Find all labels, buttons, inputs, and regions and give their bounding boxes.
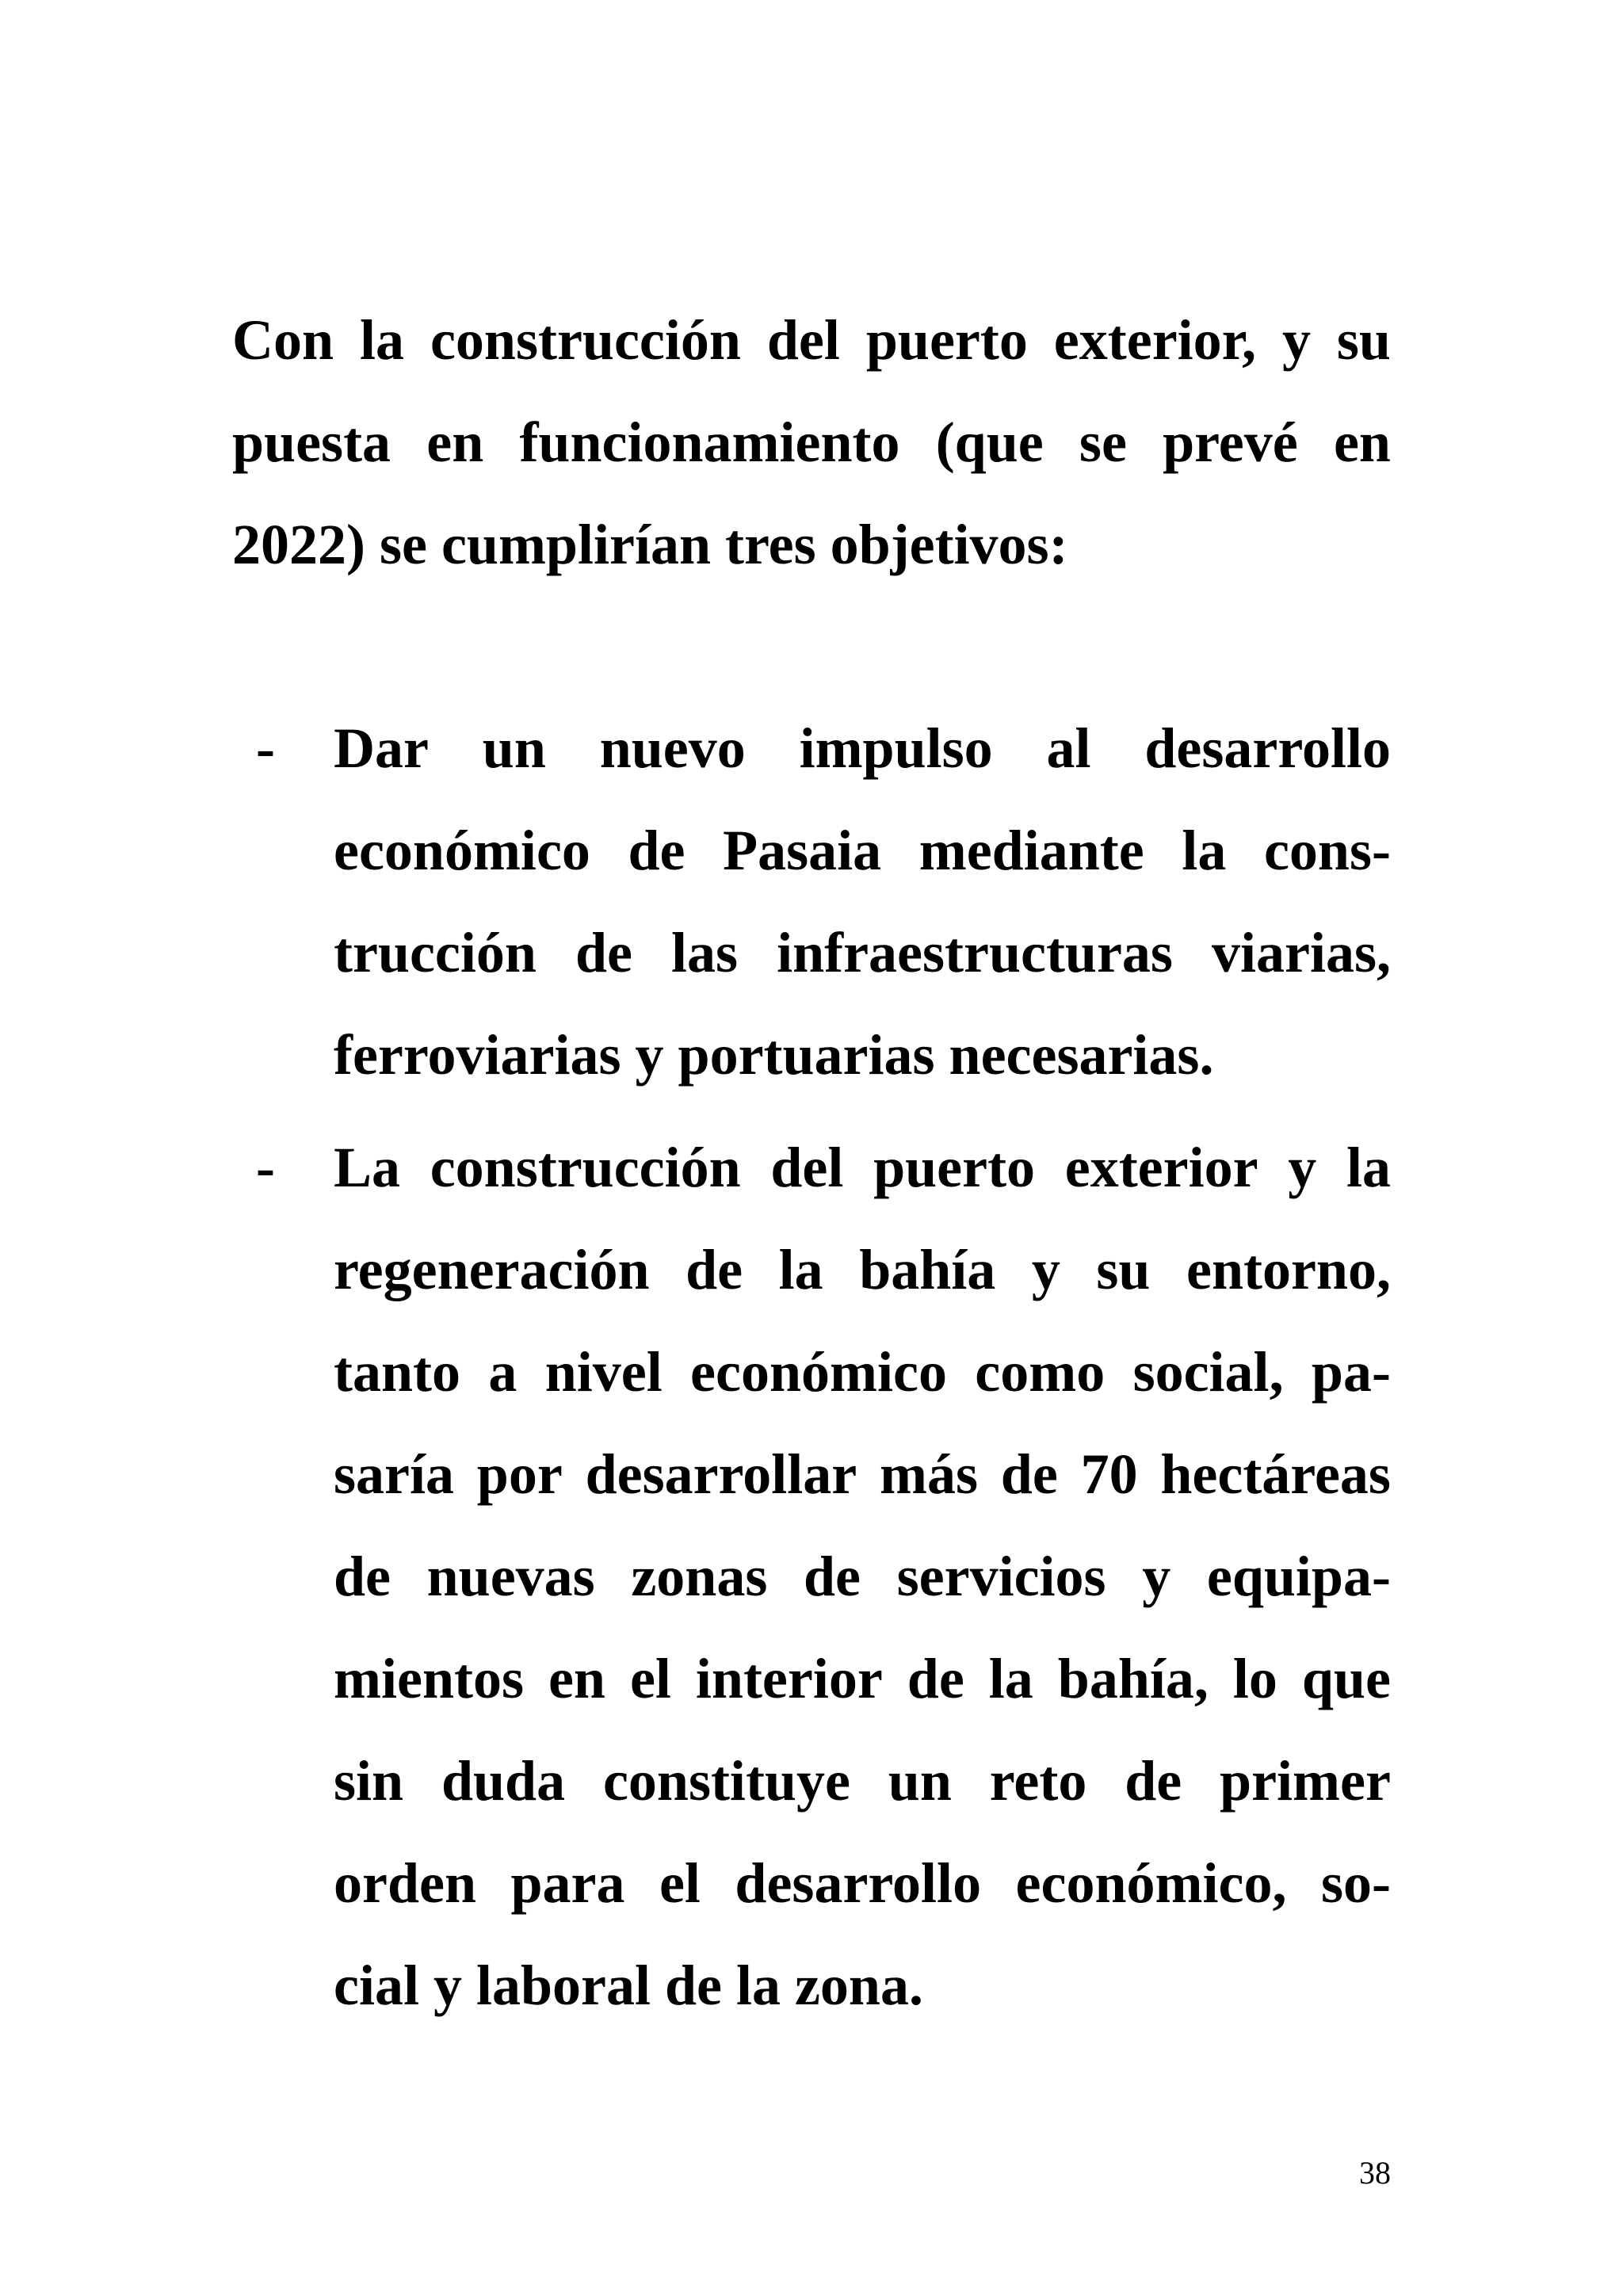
word: económico	[334, 819, 590, 882]
word: del	[770, 1136, 844, 1199]
bullet-line	[334, 800, 1391, 902]
bullet-text	[334, 697, 1391, 1106]
word: saría	[334, 1442, 454, 1506]
word: que	[1301, 1647, 1391, 1710]
word: tanto	[334, 1340, 460, 1404]
word: para	[510, 1851, 625, 1915]
word: el	[629, 1647, 671, 1710]
word: nuevo	[599, 716, 746, 780]
word: un	[482, 716, 546, 780]
word: prevé	[1163, 411, 1298, 474]
word: sin	[334, 1749, 404, 1813]
word: servicios	[896, 1545, 1106, 1608]
word: de	[685, 1238, 743, 1301]
word: exterior,	[1053, 308, 1256, 372]
word: en	[1333, 411, 1391, 474]
word: social,	[1132, 1340, 1284, 1404]
word: desarrollar	[585, 1442, 857, 1506]
word: la	[778, 1238, 823, 1301]
bullet-line	[334, 1628, 1391, 1730]
bullet-line: ferroviarias y portuarias necesarias.	[334, 1023, 1214, 1087]
word: lo	[1232, 1647, 1277, 1710]
word: constituye	[602, 1749, 850, 1813]
page-number: 38	[1359, 2155, 1391, 2191]
word: por	[476, 1442, 563, 1506]
bullet-item	[256, 697, 1391, 1106]
bullet-text	[334, 1117, 1391, 2037]
word: equipa-	[1206, 1545, 1391, 1608]
word: bahía	[859, 1238, 996, 1301]
bullet-line	[334, 697, 1391, 800]
word: Dar	[334, 716, 429, 780]
intro-paragraph	[232, 289, 1391, 596]
word: y	[1031, 1238, 1060, 1301]
word: Con	[232, 308, 334, 372]
word: interior	[695, 1647, 883, 1710]
word: primer	[1220, 1749, 1391, 1813]
word: Pasaia	[723, 819, 882, 882]
word: construcción	[430, 308, 741, 372]
word: de	[575, 921, 632, 984]
word: desarrollo	[735, 1851, 982, 1915]
word: pa-	[1311, 1340, 1391, 1404]
word: y	[1288, 1136, 1317, 1199]
word: de	[1125, 1749, 1182, 1813]
bullet-line	[334, 1832, 1391, 1935]
word: se	[1079, 411, 1127, 474]
bullet-line	[334, 1526, 1391, 1628]
word: económico	[690, 1340, 947, 1404]
word: zonas	[631, 1545, 768, 1608]
word: de	[1000, 1442, 1058, 1506]
word: más	[879, 1442, 978, 1506]
bullet-line: cial y laboral de la zona.	[334, 1954, 923, 2017]
word: la	[988, 1647, 1033, 1710]
word: so-	[1320, 1851, 1391, 1915]
word: de	[804, 1545, 861, 1608]
word: desarrollo	[1144, 716, 1391, 780]
word: funcionamiento	[519, 411, 900, 474]
bullet-line	[334, 1321, 1391, 1423]
word: La	[334, 1136, 401, 1199]
word: del	[766, 308, 840, 372]
word: cons-	[1263, 819, 1391, 882]
word: como	[975, 1340, 1106, 1404]
word: y	[1142, 1545, 1171, 1608]
bullet-line	[334, 1730, 1391, 1832]
word: reto	[989, 1749, 1087, 1813]
word: 70	[1080, 1442, 1138, 1506]
word: al	[1046, 716, 1091, 780]
word: construcción	[430, 1136, 741, 1199]
word: y	[1281, 308, 1311, 372]
word: exterior	[1064, 1136, 1258, 1199]
word: la	[1182, 819, 1227, 882]
word: impulso	[799, 716, 993, 780]
word: (que	[935, 411, 1044, 474]
word: las	[671, 921, 739, 984]
intro-line: 2022) se cumplirían tres objetivos:	[232, 513, 1068, 576]
bullet-dash: -	[256, 716, 275, 780]
word: en	[548, 1647, 605, 1710]
bullet-line	[334, 1423, 1391, 1526]
word: mientos	[334, 1647, 524, 1710]
word: trucción	[334, 921, 537, 984]
bullet-dash: -	[256, 1136, 275, 1199]
word: a	[488, 1340, 517, 1404]
word: de	[907, 1647, 964, 1710]
word: la	[360, 308, 405, 372]
intro-line	[232, 392, 1391, 494]
intro-line	[232, 289, 1391, 392]
word: el	[659, 1851, 701, 1915]
word: puesta	[232, 411, 391, 474]
word: de	[334, 1545, 391, 1608]
word: mediante	[918, 819, 1144, 882]
word: infraestructuras	[777, 921, 1173, 984]
word: nuevas	[426, 1545, 595, 1608]
word: duda	[441, 1749, 566, 1813]
word: viarias,	[1211, 921, 1391, 984]
bullet-line	[334, 902, 1391, 1004]
word: nivel	[544, 1340, 663, 1404]
word: su	[1096, 1238, 1151, 1301]
word: de	[628, 819, 685, 882]
bullet-line	[334, 1219, 1391, 1321]
word: en	[426, 411, 484, 474]
word: la	[1346, 1136, 1391, 1199]
word: regeneración	[334, 1238, 650, 1301]
word: entorno,	[1186, 1238, 1391, 1301]
word: puerto	[873, 1136, 1036, 1199]
word: hectáreas	[1160, 1442, 1391, 1506]
word: orden	[334, 1851, 476, 1915]
word: su	[1336, 308, 1391, 372]
word: bahía,	[1057, 1647, 1209, 1710]
word: económico,	[1015, 1851, 1287, 1915]
word: puerto	[865, 308, 1028, 372]
bullet-item	[256, 1117, 1391, 2037]
bullet-line	[334, 1117, 1391, 1219]
word: un	[888, 1749, 952, 1813]
